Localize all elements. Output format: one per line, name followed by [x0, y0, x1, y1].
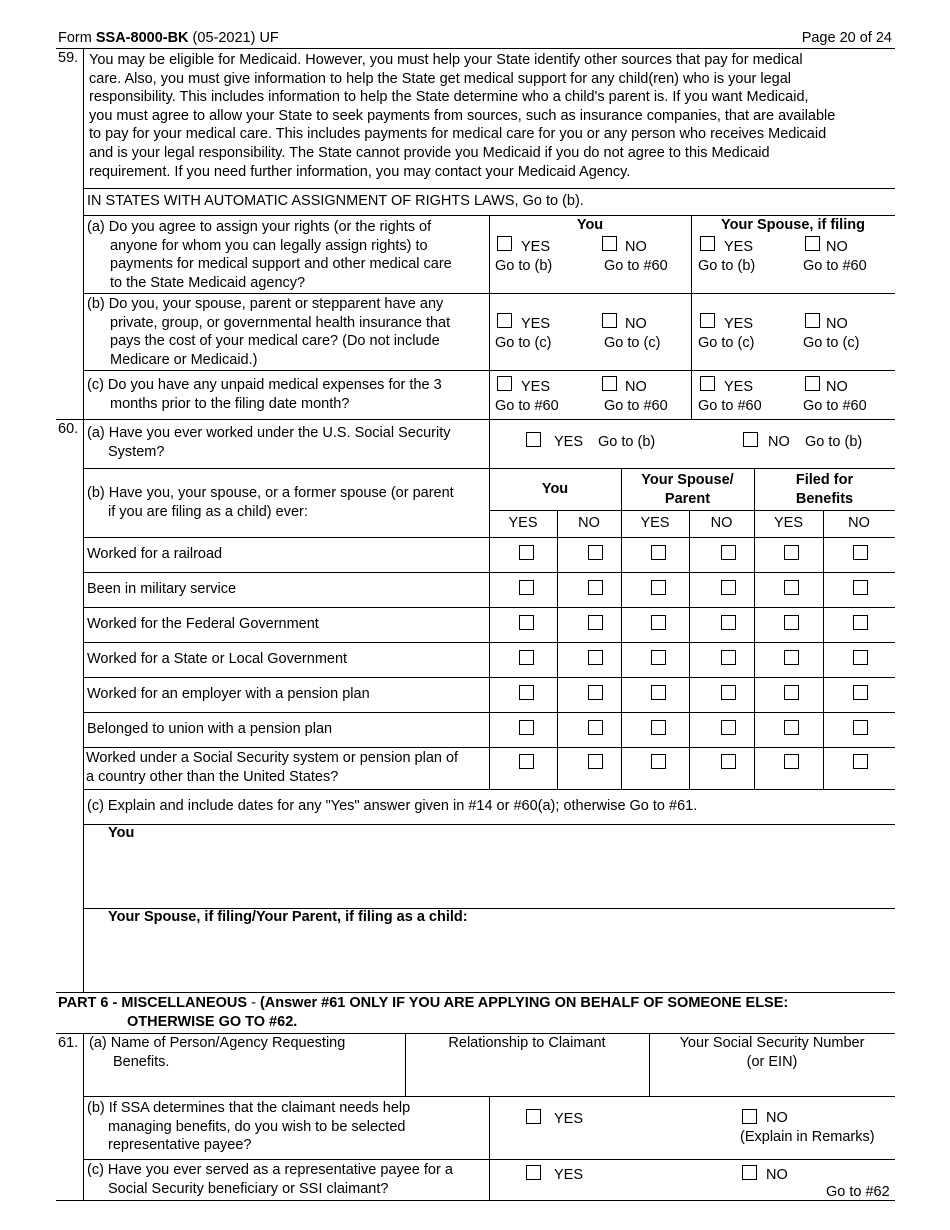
- q60-col-filed: [754, 471, 895, 508]
- q60b-row5-spouse-yes-checkbox[interactable]: [651, 685, 666, 700]
- goto-label: Go to (b): [698, 258, 756, 274]
- q59-col-spouse: Your Spouse, if filing: [721, 217, 865, 233]
- q60b-row2-you-yes-checkbox[interactable]: [519, 580, 534, 595]
- goto-label: Go to (c): [495, 335, 552, 351]
- q60b-row3-spouse-no-checkbox[interactable]: [721, 615, 736, 630]
- yes-label: YES: [521, 239, 551, 255]
- rule: [83, 572, 895, 573]
- intro-line: to pay for your medical care. This includes payments for medical care for you or any person who receives Medicaid: [89, 126, 827, 143]
- q60b-row3-you-no-checkbox[interactable]: [588, 615, 603, 630]
- q60b-row7-spouse-yes-checkbox[interactable]: [651, 754, 666, 769]
- intro-line: you must agree to allow your State to seek payments from sources, such as insurance companies, that are available: [89, 107, 836, 124]
- q60b-row5-you-no-checkbox[interactable]: [588, 685, 603, 700]
- q60b-row3-filed-no-checkbox[interactable]: [853, 615, 868, 630]
- q59c-line: months prior to the filing date month?: [110, 395, 350, 412]
- intro-line: and is your legal responsibility. The State cannot provide you Medicaid if you do not agree to this Medicaid: [89, 145, 770, 161]
- q59c-line: (c) Do you have any unpaid medical expenses for the 3: [87, 377, 442, 393]
- goto-label: Go to #60: [604, 258, 668, 274]
- ssn-label-line: Your Social Security Number: [679, 1035, 865, 1051]
- no-label: NO: [625, 379, 647, 395]
- q60a-line: System?: [108, 443, 165, 460]
- yes-label: YES: [724, 379, 754, 395]
- q61c-line: (c) Have you ever served as a representative payee for a: [87, 1162, 453, 1178]
- q60a-no-checkbox[interactable]: [743, 432, 758, 447]
- relationship-label: Relationship to Claimant: [448, 1035, 606, 1051]
- q59a-you-yes-checkbox[interactable]: [497, 236, 512, 251]
- rule: [83, 642, 895, 643]
- yes-label: YES: [521, 379, 551, 395]
- question-number-60: 60.: [58, 421, 79, 437]
- q60a-yes-checkbox[interactable]: [526, 432, 541, 447]
- form-suffix: (05-2021) UF: [188, 30, 279, 46]
- goto-label: Go to (c): [604, 335, 661, 351]
- q60b-row1-you-yes-checkbox[interactable]: [519, 545, 534, 560]
- q60b-row4-you-yes-checkbox[interactable]: [519, 650, 534, 665]
- q59c-spouse-yes-checkbox[interactable]: [700, 376, 715, 391]
- explain-note: (Explain in Remarks): [740, 1129, 875, 1145]
- goto-label: Go to #60: [803, 258, 867, 274]
- question-number-61: 61.: [58, 1035, 79, 1051]
- q59b-line: pays the cost of your medical care? (Do not include: [110, 333, 440, 350]
- col-filed-line: Filed for: [795, 472, 854, 488]
- q60b-row4-spouse-no-checkbox[interactable]: [721, 650, 736, 665]
- q61a-line: (a) Name of Person/Agency Requesting: [89, 1035, 346, 1051]
- row-union-label: Belonged to union with a pension plan: [87, 721, 333, 737]
- row-state-local-label: Worked for a State or Local Government: [87, 651, 348, 667]
- goto-label: Go to #60: [604, 398, 668, 414]
- q61c-yes-checkbox[interactable]: [526, 1165, 541, 1180]
- q60-col-spouse: [621, 471, 754, 508]
- explain-spouse-field[interactable]: [84, 928, 894, 991]
- no-label: NO: [766, 1110, 788, 1126]
- q61b-line: (b) If SSA determines that the claimant needs help: [87, 1100, 411, 1116]
- rule: [83, 789, 895, 790]
- q60b-row6-filed-yes-checkbox[interactable]: [784, 720, 799, 735]
- explain-spouse-label: Your Spouse, if filing/Your Parent, if filing as a child:: [108, 909, 468, 925]
- no-label: NO: [768, 434, 790, 450]
- ssn-label: [649, 1034, 895, 1071]
- q60b-row6-you-yes-checkbox[interactable]: [519, 720, 534, 735]
- rule: [56, 48, 895, 49]
- yes-label: YES: [521, 316, 551, 332]
- no-label: NO: [766, 1167, 788, 1183]
- intro-line: requirement. If you need further information, you may contact your Medicaid Agency.: [89, 163, 631, 180]
- q60b-row1-spouse-yes-checkbox[interactable]: [651, 545, 666, 560]
- page-number: Page 20 of 24: [801, 30, 892, 46]
- q59b-you-yes-checkbox[interactable]: [497, 313, 512, 328]
- part6-dash: -: [247, 995, 260, 1011]
- rule: [83, 747, 895, 748]
- explain-you-label: You: [108, 825, 135, 841]
- goto-label: Go to #60: [803, 398, 867, 414]
- row-federal-label: Worked for the Federal Government: [87, 616, 319, 632]
- q61b-no-checkbox[interactable]: [742, 1109, 757, 1124]
- intro-line: responsibility. This includes information to help the State determine who a child's parent is. If you want Medicaid,: [89, 89, 809, 106]
- q59c-spouse-no-checkbox[interactable]: [805, 376, 820, 391]
- q60a-line: (a) Have you ever worked under the U.S. Social Security: [87, 425, 451, 441]
- row-military-label: Been in military service: [87, 581, 237, 597]
- q59a-line: anyone for whom you can legally assign rights) to: [110, 237, 428, 254]
- form-id: [58, 29, 279, 48]
- rule: [83, 712, 895, 713]
- q59a-line: to the State Medicaid agency?: [110, 274, 306, 291]
- q60b-row7-filed-no-checkbox[interactable]: [853, 754, 868, 769]
- q61c-line: Social Security beneficiary or SSI claimant?: [108, 1180, 389, 1197]
- rule: [83, 607, 895, 608]
- row-foreign-label: a country other than the United States?: [86, 768, 339, 785]
- q60b-row1-filed-no-checkbox[interactable]: [853, 545, 868, 560]
- row-pension-employer-label: Worked for an employer with a pension plan: [87, 686, 370, 702]
- rule: [823, 510, 824, 789]
- question-number-59: 59.: [58, 50, 79, 66]
- rule: [689, 510, 690, 789]
- rule: [83, 1033, 84, 1201]
- part6-note: (Answer #61 ONLY IF YOU ARE APPLYING ON BEHALF OF SOMEONE ELSE:: [259, 995, 789, 1011]
- q61c-no-checkbox[interactable]: [742, 1165, 757, 1180]
- rule: [83, 468, 895, 469]
- goto-label: Go to (c): [803, 335, 860, 351]
- row-railroad-label: Worked for a railroad: [87, 546, 223, 562]
- yes-label: YES: [554, 1167, 584, 1183]
- rule: [691, 215, 692, 419]
- subcol-yes: YES: [508, 515, 538, 531]
- relationship-field[interactable]: [406, 1056, 648, 1095]
- q59b-spouse-yes-checkbox[interactable]: [700, 313, 715, 328]
- q60b-row3-filed-yes-checkbox[interactable]: [784, 615, 799, 630]
- q61a-line: Benefits.: [113, 1053, 170, 1070]
- q59b-line: (b) Do you, your spouse, parent or stepparent have any: [87, 296, 444, 312]
- q59b-line: Medicare or Medicaid.): [110, 351, 258, 368]
- rule: [56, 1200, 895, 1201]
- col-filed-line: Benefits: [795, 490, 854, 507]
- subcol-no: NO: [578, 515, 600, 531]
- goto-label: Go to (b): [598, 434, 656, 450]
- q60b-row2-you-no-checkbox[interactable]: [588, 580, 603, 595]
- ssn-label-line: (or EIN): [746, 1053, 798, 1070]
- q60b-row6-spouse-no-checkbox[interactable]: [721, 720, 736, 735]
- q60-col-you: You: [541, 481, 569, 497]
- rule: [83, 188, 895, 189]
- q60b-row5-filed-yes-checkbox[interactable]: [784, 685, 799, 700]
- goto-label: Go to #60: [495, 398, 559, 414]
- q60b-line: if you are filing as a child) ever:: [108, 503, 308, 520]
- q59a-you-no-checkbox[interactable]: [602, 236, 617, 251]
- q60b-row4-filed-no-checkbox[interactable]: [853, 650, 868, 665]
- subcol-yes: YES: [773, 515, 803, 531]
- q60b-row4-spouse-yes-checkbox[interactable]: [651, 650, 666, 665]
- q59a-line: (a) Do you agree to assign your rights (or the rights of: [87, 219, 432, 235]
- form-code: SSA-8000-BK: [95, 30, 189, 46]
- q60b-row5-you-yes-checkbox[interactable]: [519, 685, 534, 700]
- q60b-row5-spouse-no-checkbox[interactable]: [721, 685, 736, 700]
- q59-col-you: You: [576, 217, 604, 233]
- intro-line: care. Also, you must give information to help the State get medical support for any child(ren) who is your legal: [89, 70, 791, 87]
- subcol-yes: YES: [640, 515, 670, 531]
- yes-label: YES: [724, 239, 754, 255]
- yes-label: YES: [554, 434, 584, 450]
- part6-title: PART 6 - MISCELLANEOUS: [58, 995, 248, 1011]
- goto-label: Go to (b): [495, 258, 553, 274]
- requester-name-field[interactable]: [84, 1072, 404, 1095]
- no-label: NO: [625, 239, 647, 255]
- part6-note-line2: OTHERWISE GO TO #62.: [127, 1013, 298, 1030]
- q61b-line: managing benefits, do you wish to be selected: [108, 1118, 406, 1135]
- rule: [56, 419, 895, 420]
- q60b-row2-filed-no-checkbox[interactable]: [853, 580, 868, 595]
- q59c-you-no-checkbox[interactable]: [602, 376, 617, 391]
- q60b-row6-you-no-checkbox[interactable]: [588, 720, 603, 735]
- explain-you-field[interactable]: [84, 843, 894, 907]
- form-prefix: Form: [58, 30, 96, 46]
- no-label: NO: [826, 239, 848, 255]
- goto-label: Go to (c): [698, 335, 755, 351]
- no-label: NO: [826, 379, 848, 395]
- rule: [489, 419, 490, 789]
- q59a-line: payments for medical support and other medical care: [110, 256, 452, 273]
- col-spouse-line: Your Spouse/: [641, 472, 734, 488]
- q59c-you-yes-checkbox[interactable]: [497, 376, 512, 391]
- q59a-spouse-yes-checkbox[interactable]: [700, 236, 715, 251]
- q61b-line: representative payee?: [108, 1137, 252, 1154]
- q60b-row2-filed-yes-checkbox[interactable]: [784, 580, 799, 595]
- q60b-row2-spouse-no-checkbox[interactable]: [721, 580, 736, 595]
- q60b-row6-filed-no-checkbox[interactable]: [853, 720, 868, 735]
- q61b-yes-checkbox[interactable]: [526, 1109, 541, 1124]
- automatic-assignment-note: IN STATES WITH AUTOMATIC ASSIGNMENT OF RIGHTS LAWS, Go to (b).: [87, 193, 584, 209]
- yes-label: YES: [554, 1111, 584, 1127]
- q60b-row1-filed-yes-checkbox[interactable]: [784, 545, 799, 560]
- intro-line: You may be eligible for Medicaid. However, you must help your State identify other sources that pay for medical: [89, 52, 803, 68]
- no-label: NO: [625, 316, 647, 332]
- rule: [56, 992, 895, 993]
- q59b-line: private, group, or governmental health insurance that: [110, 314, 451, 331]
- part6-heading: [58, 994, 788, 1013]
- q60b-row7-you-yes-checkbox[interactable]: [519, 754, 534, 769]
- rule: [83, 1159, 895, 1160]
- q60b-line: (b) Have you, your spouse, or a former spouse (or parent: [87, 485, 454, 501]
- q60b-row3-you-yes-checkbox[interactable]: [519, 615, 534, 630]
- q60b-row7-spouse-no-checkbox[interactable]: [721, 754, 736, 769]
- row-foreign-label: Worked under a Social Security system or pension plan of: [86, 750, 459, 766]
- no-label: NO: [826, 316, 848, 332]
- q60b-row4-filed-yes-checkbox[interactable]: [784, 650, 799, 665]
- q60b-row6-spouse-yes-checkbox[interactable]: [651, 720, 666, 735]
- subcol-no: NO: [848, 515, 870, 531]
- q60b-row4-you-no-checkbox[interactable]: [588, 650, 603, 665]
- q60b-row7-filed-yes-checkbox[interactable]: [784, 754, 799, 769]
- q59b-spouse-no-checkbox[interactable]: [805, 313, 820, 328]
- rule: [83, 677, 895, 678]
- rule: [489, 215, 490, 419]
- goto-label: Go to #62: [826, 1184, 890, 1200]
- rule: [557, 510, 558, 789]
- rule: [489, 1096, 490, 1201]
- q60b-row1-you-no-checkbox[interactable]: [588, 545, 603, 560]
- q60b-row1-spouse-no-checkbox[interactable]: [721, 545, 736, 560]
- col-spouse-line: Parent: [664, 490, 711, 507]
- goto-label: Go to #60: [698, 398, 762, 414]
- q60b-row2-spouse-yes-checkbox[interactable]: [651, 580, 666, 595]
- rule: [83, 824, 895, 825]
- rule: [489, 510, 895, 511]
- yes-label: YES: [724, 316, 754, 332]
- q59a-spouse-no-checkbox[interactable]: [805, 236, 820, 251]
- subcol-no: NO: [710, 515, 733, 531]
- q60b-row7-you-no-checkbox[interactable]: [588, 754, 603, 769]
- q60b-row3-spouse-yes-checkbox[interactable]: [651, 615, 666, 630]
- goto-label: Go to (b): [805, 434, 863, 450]
- q59b-you-no-checkbox[interactable]: [602, 313, 617, 328]
- q60b-row5-filed-no-checkbox[interactable]: [853, 685, 868, 700]
- rule: [83, 537, 895, 538]
- q60c-instruction: (c) Explain and include dates for any "Yes" answer given in #14 or #60(a); otherwise Go to #61.: [87, 798, 698, 814]
